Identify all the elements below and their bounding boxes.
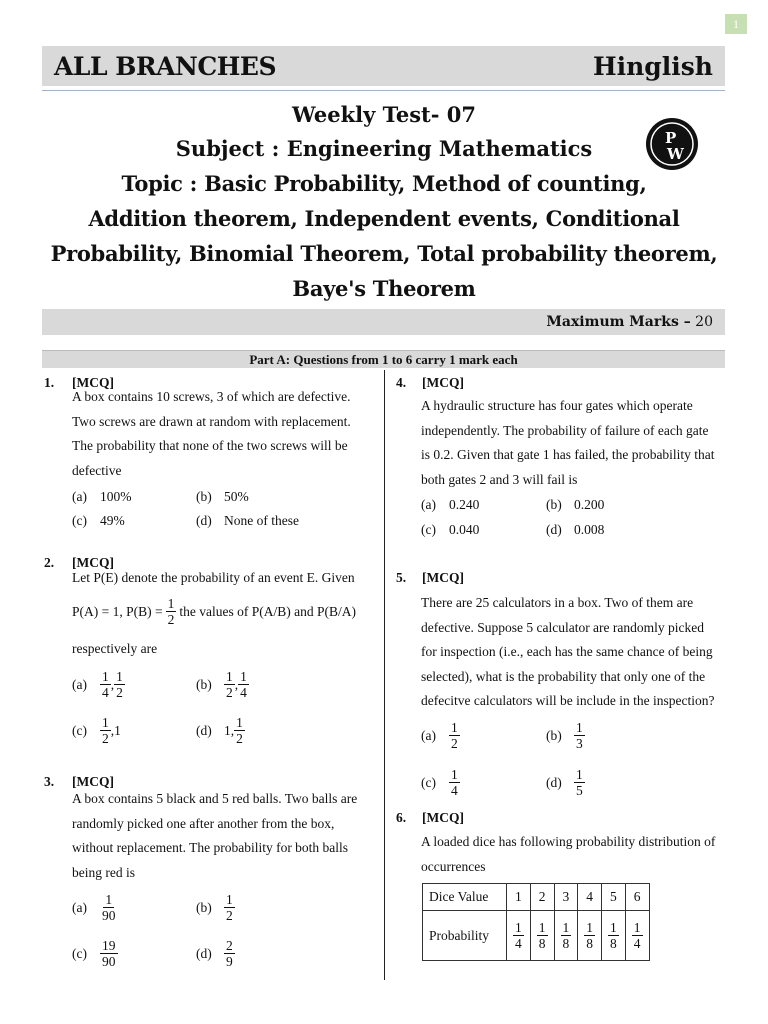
frac: $\frac{1}{90}$ — [102, 892, 116, 923]
q3-line: without replacement. The probability for both balls — [72, 840, 349, 855]
q4-option-b[interactable] — [546, 496, 604, 514]
q4-number: 4. — [396, 375, 407, 390]
option-label: (b) — [196, 899, 212, 915]
q5-option-c[interactable] — [421, 767, 460, 798]
q1-tag: [MCQ] — [72, 375, 114, 390]
option-label: (b) — [196, 676, 212, 692]
table-cell: $\frac{1}{8}$ — [602, 911, 626, 961]
q4-tag: [MCQ] — [422, 375, 464, 390]
frac: $\frac{1}{2}$ — [226, 892, 233, 923]
q3-option-c[interactable] — [72, 938, 118, 969]
dice-table — [422, 883, 650, 961]
q4-line: is 0.2. Given that gate 1 has failed, the probability that — [421, 447, 715, 462]
q1-number: 1. — [44, 375, 55, 390]
frac: $\frac{1}{2}$ — [102, 715, 109, 746]
svg-text:P: P — [665, 129, 677, 147]
max-marks-value: 20 — [695, 314, 713, 330]
option-label: (a) — [72, 676, 87, 692]
header-branches: ALL BRANCHES — [54, 51, 277, 81]
frac: $\frac{1}{4}$ — [451, 767, 458, 798]
option-text: 50% — [224, 489, 249, 504]
q2-option-d[interactable]: (d) 1 , $\frac{1}{2}$ — [196, 715, 243, 746]
option-label: (a) — [421, 497, 436, 512]
q4-text — [421, 394, 724, 492]
subject-title: Subject : Engineering Mathematics — [175, 136, 593, 161]
pw-logo-icon — [646, 118, 698, 170]
q4-option-a[interactable] — [421, 496, 479, 514]
q3-option-b[interactable] — [196, 892, 235, 923]
q1-line: A box contains 10 screws, 3 of which are defective. — [72, 389, 351, 404]
dice-value-label: Dice Value — [423, 884, 507, 911]
frac: $\frac{1}{2}$ — [236, 715, 243, 746]
header-rule — [42, 90, 725, 91]
table-cell: $\frac{1}{8}$ — [554, 911, 578, 961]
column-divider — [384, 370, 385, 980]
frac: $\frac{19}{90}$ — [102, 938, 116, 969]
topic-line-2: Addition theorem, Independent events, Conditional — [88, 206, 680, 231]
table-cell: 4 — [578, 884, 602, 911]
q4-line: both gates 2 and 3 will fail is — [421, 471, 578, 487]
option-label: (c) — [72, 513, 87, 528]
header-language: Hinglish — [592, 51, 713, 81]
q2-given-rest: the values of P(A/B) and P(B/A) — [179, 603, 356, 619]
q2-given-a: P(A) = 1, P(B) = — [72, 603, 163, 619]
q5-line: selected), what is the probability that only one of the — [421, 668, 706, 684]
option-label: (d) — [196, 945, 212, 961]
q3-line: being red is — [72, 864, 135, 880]
option-text: 0.200 — [574, 497, 605, 512]
option-label: (b) — [546, 727, 562, 743]
probability-label: Probability — [423, 911, 507, 961]
frac: $\frac{1}{4}$ — [240, 669, 247, 700]
frac: $\frac{1}{3}$ — [576, 720, 583, 751]
option-label: (a) — [421, 727, 436, 743]
frac: $\frac{2}{9}$ — [226, 938, 233, 969]
max-marks-bar — [42, 309, 725, 335]
q6-line: A loaded dice has following probability distribution of — [421, 834, 716, 849]
q3-text — [72, 787, 374, 885]
q4-option-d[interactable] — [546, 521, 604, 539]
q1-option-a[interactable] — [72, 488, 132, 506]
max-marks-label: Maximum Marks – — [546, 314, 691, 330]
option-label: (d) — [196, 513, 212, 528]
q1-line: defective — [72, 462, 122, 478]
table-cell: $\frac{1}{4}$ — [625, 911, 649, 961]
table-cell: 3 — [554, 884, 578, 911]
option-label: (d) — [546, 774, 562, 790]
frac: $\frac{1}{5}$ — [576, 767, 583, 798]
option-text: None of these — [224, 513, 299, 528]
q1-line: Two screws are drawn at random with replacement. — [72, 413, 351, 429]
q5-option-d[interactable] — [546, 767, 585, 798]
q5-number: 5. — [396, 570, 407, 585]
table-row — [423, 884, 650, 911]
option-label: (a) — [72, 899, 87, 915]
q1-option-d[interactable] — [196, 512, 299, 530]
test-title: Weekly Test- 07 — [292, 102, 476, 127]
frac: $\frac{1}{2}$ — [116, 669, 123, 700]
q4-option-c[interactable] — [421, 521, 479, 539]
topic-line-4: Baye's Theorem — [292, 276, 476, 301]
q5-line: for inspection (i.e., each has the same chance of being — [421, 644, 713, 659]
q2-option-b[interactable]: (b) $\frac{1}{2}$ , $\frac{1}{4}$ — [196, 669, 247, 700]
q6-tag: [MCQ] — [422, 810, 464, 825]
q2-tag: [MCQ] — [72, 555, 114, 570]
q2-line-3: respectively are — [72, 641, 158, 656]
q6-line: occurrences — [421, 858, 486, 874]
q5-line: There are 25 calculators in a box. Two of them are — [421, 595, 694, 610]
table-cell: 2 — [530, 884, 554, 911]
option-text: 1 — [224, 722, 231, 738]
q5-text — [421, 591, 724, 714]
header-bar — [42, 46, 725, 86]
option-label: (b) — [196, 489, 212, 504]
q1-text — [72, 385, 374, 483]
option-label: (c) — [421, 522, 436, 537]
q5-tag: [MCQ] — [422, 570, 464, 585]
q3-tag: [MCQ] — [72, 774, 114, 789]
q1-line: The probability that none of the two screws will be — [72, 438, 348, 453]
q2-option-c[interactable]: (c) $\frac{1}{2}$ , 1 — [72, 715, 121, 746]
q5-option-a[interactable] — [421, 720, 460, 751]
option-text: 0.008 — [574, 522, 605, 537]
option-text: 49% — [100, 513, 125, 528]
option-text: 0.040 — [449, 522, 480, 537]
option-label: (a) — [72, 489, 87, 504]
frac: $\frac{1}{2}$ — [451, 720, 458, 751]
q3-option-d[interactable] — [196, 938, 235, 969]
option-label: (c) — [72, 722, 87, 738]
table-row — [423, 911, 650, 961]
q2-given — [72, 596, 356, 627]
frac: $\frac{1}{2}$ — [226, 669, 233, 700]
option-label: (d) — [546, 522, 562, 537]
topic-line-1: Topic : Basic Probability, Method of counting, — [121, 171, 647, 196]
option-label: (c) — [421, 774, 436, 790]
q5-line: defecitve calculators will be include in the inspection? — [421, 693, 715, 708]
q2-line-1: Let P(E) denote the probability of an event E. Given — [72, 570, 355, 585]
table-cell: $\frac{1}{8}$ — [530, 911, 554, 961]
q6-text — [421, 830, 724, 879]
table-cell: 5 — [602, 884, 626, 911]
topic-line-3: Probability, Binomial Theorem, Total probability theorem, — [50, 241, 718, 266]
q3-line: A box contains 5 black and 5 red balls. Two balls are — [72, 791, 358, 806]
option-label: (b) — [546, 497, 562, 512]
option-text: 100% — [100, 489, 132, 504]
q5-option-b[interactable] — [546, 720, 585, 751]
frac: $\frac{1}{4}$ — [102, 669, 109, 700]
table-cell: 6 — [625, 884, 649, 911]
q2-number: 2. — [44, 555, 55, 570]
svg-text:W: W — [667, 145, 684, 163]
q2-pb-fraction: $\frac{1}{2}$ — [167, 596, 175, 627]
option-text: 1 — [114, 722, 121, 738]
q5-line: defective. Suppose 5 calculator are randomly picked — [421, 619, 705, 635]
table-cell: $\frac{1}{8}$ — [578, 911, 602, 961]
q3-number: 3. — [44, 774, 55, 789]
q2-option-a[interactable]: (a) $\frac{1}{4}$ , $\frac{1}{2}$ — [72, 669, 123, 700]
page-number: 1 — [725, 14, 747, 34]
q3-line: randomly picked one after another from the box, — [72, 815, 335, 831]
option-label: (c) — [72, 945, 87, 961]
q1-option-c[interactable] — [72, 512, 125, 530]
table-cell: $\frac{1}{4}$ — [507, 911, 531, 961]
part-a-header: Part A: Questions from 1 to 6 carry 1 mark each — [42, 350, 725, 368]
q4-line: A hydraulic structure has four gates which operate — [421, 398, 693, 413]
table-cell: 1 — [507, 884, 531, 911]
option-label: (d) — [196, 722, 212, 738]
option-text: 0.240 — [449, 497, 480, 512]
q1-option-b[interactable] — [196, 488, 249, 506]
q3-option-a[interactable] — [72, 892, 118, 923]
q6-number: 6. — [396, 810, 407, 825]
q4-line: independently. The probability of failure of each gate — [421, 422, 709, 438]
